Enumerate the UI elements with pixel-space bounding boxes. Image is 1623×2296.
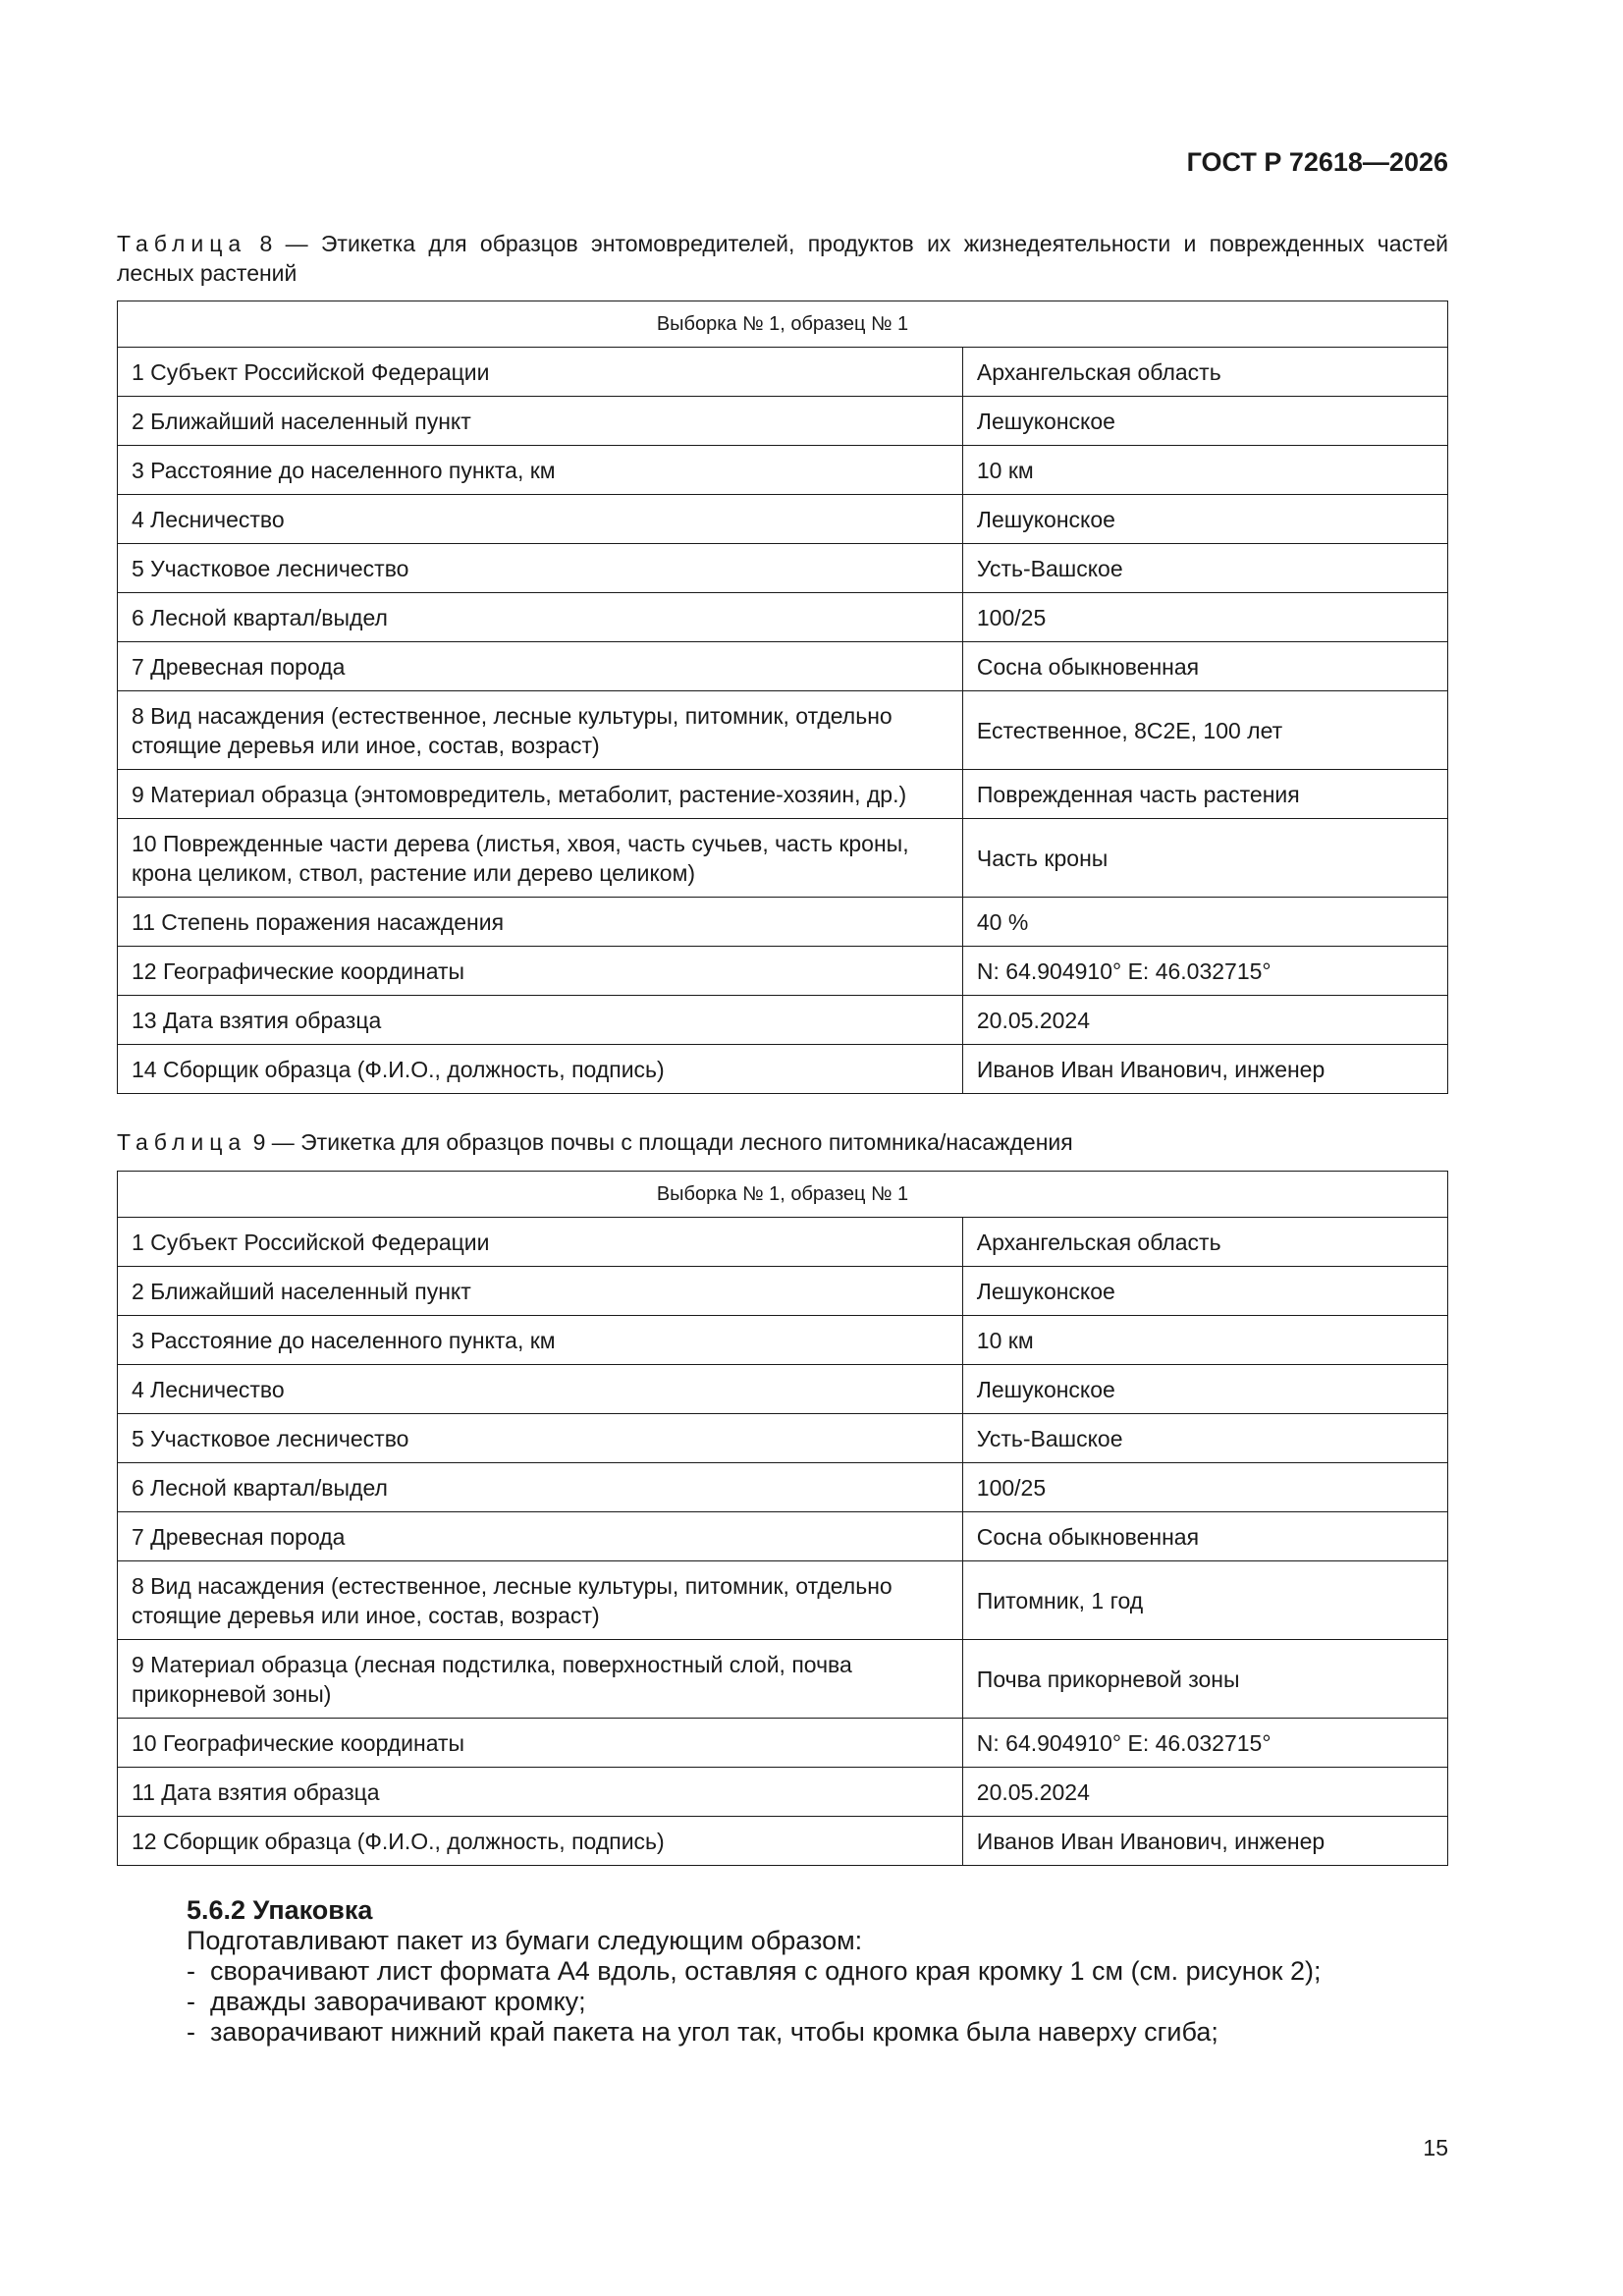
table-row — [118, 1719, 1448, 1768]
page-number: 15 — [1423, 2135, 1448, 2160]
row-value: Сосна обыкновенная — [962, 642, 1447, 691]
row-value: 10 км — [962, 446, 1447, 495]
table-row — [118, 495, 1448, 544]
table-row — [118, 1561, 1448, 1640]
row-label: 12 Сборщик образца (Ф.И.О., должность, подпись) — [118, 1817, 963, 1866]
row-value: Иванов Иван Иванович, инженер — [962, 1817, 1447, 1866]
row-label: 1 Субъект Российской Федерации — [118, 348, 963, 397]
table-row — [118, 1218, 1448, 1267]
table-row — [118, 593, 1448, 642]
list-item-text: дважды заворачивают кромку; — [210, 1987, 586, 2016]
row-label: 1 Субъект Российской Федерации — [118, 1218, 963, 1267]
section-intro: Подготавливают пакет из бумаги следующим образом: — [187, 1926, 863, 1955]
row-label: 11 Дата взятия образца — [118, 1768, 963, 1817]
table-row — [118, 544, 1448, 593]
table-row — [118, 1463, 1448, 1512]
table-9-caption — [117, 1127, 1448, 1157]
table-row — [118, 348, 1448, 397]
row-label: 8 Вид насаждения (естественное, лесные культуры, питомник, отдельно стоящие деревья или иное, состав, возраст) — [118, 1561, 963, 1640]
table-row — [118, 947, 1448, 996]
table-header-row — [118, 301, 1448, 348]
list-item: - дважды заворачивают кромку; — [187, 1987, 586, 2016]
row-label: 6 Лесной квартал/выдел — [118, 593, 963, 642]
row-value: Лешуконское — [962, 1267, 1447, 1316]
table-row — [118, 1267, 1448, 1316]
row-value: 10 км — [962, 1316, 1447, 1365]
row-value: Усть-Вашское — [962, 1414, 1447, 1463]
row-value: 20.05.2024 — [962, 1768, 1447, 1817]
table-row — [118, 1414, 1448, 1463]
row-value: Усть-Вашское — [962, 544, 1447, 593]
row-value: Часть кроны — [962, 819, 1447, 898]
row-value: 100/25 — [962, 593, 1447, 642]
row-label: 2 Ближайший населенный пункт — [118, 397, 963, 446]
row-value: Лешуконское — [962, 1365, 1447, 1414]
table-row — [118, 691, 1448, 770]
table-row — [118, 1365, 1448, 1414]
row-value: Лешуконское — [962, 397, 1447, 446]
row-label: 13 Дата взятия образца — [118, 996, 963, 1045]
list-item: - заворачивают нижний край пакета на угол так, чтобы кромка была наверху сгиба; — [187, 2017, 1218, 2047]
table-row — [118, 397, 1448, 446]
caption-text: 9 — Этикетка для образцов почвы с площади лесного питомника/насаждения — [246, 1129, 1073, 1155]
row-label: 6 Лесной квартал/выдел — [118, 1463, 963, 1512]
list-item-text: заворачивают нижний край пакета на угол так, чтобы кромка была наверху сгиба; — [210, 2017, 1218, 2047]
row-label: 10 Географические координаты — [118, 1719, 963, 1768]
table-8 — [117, 301, 1448, 1094]
section-heading: 5.6.2 Упаковка — [187, 1895, 373, 1925]
row-label: 11 Степень поражения насаждения — [118, 898, 963, 947]
row-label: 3 Расстояние до населенного пункта, км — [118, 1316, 963, 1365]
row-value: 100/25 — [962, 1463, 1447, 1512]
table-row — [118, 1316, 1448, 1365]
caption-text: 8 — Этикетка для образцов энтомовредителей, продуктов их жизнедеятельности и поврежденных частей лесных растений — [117, 231, 1448, 286]
row-label: 12 Географические координаты — [118, 947, 963, 996]
table-row — [118, 770, 1448, 819]
row-label: 9 Материал образца (лесная подстилка, поверхностный слой, почва прикорневой зоны) — [118, 1640, 963, 1719]
row-label: 3 Расстояние до населенного пункта, км — [118, 446, 963, 495]
table-header-cell: Выборка № 1, образец № 1 — [118, 301, 1448, 348]
row-label: 5 Участковое лесничество — [118, 1414, 963, 1463]
row-label: 7 Древесная порода — [118, 642, 963, 691]
list-item-text: сворачивают лист формата А4 вдоль, оставляя с одного края кромку 1 см (см. рисунок 2); — [210, 1956, 1322, 1986]
table-row — [118, 1817, 1448, 1866]
row-value: Поврежденная часть растения — [962, 770, 1447, 819]
table-row — [118, 1045, 1448, 1094]
table-8-caption — [117, 229, 1448, 288]
row-value: Иванов Иван Иванович, инженер — [962, 1045, 1447, 1094]
row-label: 4 Лесничество — [118, 495, 963, 544]
row-value: Архангельская область — [962, 348, 1447, 397]
row-label: 14 Сборщик образца (Ф.И.О., должность, подпись) — [118, 1045, 963, 1094]
table-row — [118, 1512, 1448, 1561]
table-row — [118, 446, 1448, 495]
row-value: 40 % — [962, 898, 1447, 947]
row-value: Архангельская область — [962, 1218, 1447, 1267]
row-label: 2 Ближайший населенный пункт — [118, 1267, 963, 1316]
caption-label: Таблица — [117, 231, 247, 256]
table-row — [118, 819, 1448, 898]
row-label: 5 Участковое лесничество — [118, 544, 963, 593]
row-value: N: 64.904910° E: 46.032715° — [962, 947, 1447, 996]
table-row — [118, 898, 1448, 947]
row-value: Лешуконское — [962, 495, 1447, 544]
table-row — [118, 996, 1448, 1045]
table-9 — [117, 1171, 1448, 1866]
table-row — [118, 1640, 1448, 1719]
list-item: - сворачивают лист формата А4 вдоль, оставляя с одного края кромку 1 см (см. рисунок 2); — [187, 1956, 1322, 1986]
row-value: N: 64.904910° E: 46.032715° — [962, 1719, 1447, 1768]
row-label: 8 Вид насаждения (естественное, лесные культуры, питомник, отдельно стоящие деревья или иное, состав, возраст) — [118, 691, 963, 770]
table-header-cell: Выборка № 1, образец № 1 — [118, 1172, 1448, 1218]
table-header-row — [118, 1172, 1448, 1218]
row-label: 10 Поврежденные части дерева (листья, хвоя, часть сучьев, часть кроны, крона целиком, ствол, растение или дерево целиком) — [118, 819, 963, 898]
standard-designation: ГОСТ Р 72618—2026 — [1186, 147, 1448, 177]
row-value: Естественное, 8С2Е, 100 лет — [962, 691, 1447, 770]
row-value: Сосна обыкновенная — [962, 1512, 1447, 1561]
row-value: 20.05.2024 — [962, 996, 1447, 1045]
table-row — [118, 1768, 1448, 1817]
row-label: 4 Лесничество — [118, 1365, 963, 1414]
row-value: Питомник, 1 год — [962, 1561, 1447, 1640]
row-value: Почва прикорневой зоны — [962, 1640, 1447, 1719]
section-5-6-2 — [187, 1895, 1448, 2048]
row-label: 9 Материал образца (энтомовредитель, метаболит, растение-хозяин, др.) — [118, 770, 963, 819]
row-label: 7 Древесная порода — [118, 1512, 963, 1561]
table-row — [118, 642, 1448, 691]
caption-label: Таблица — [117, 1129, 247, 1155]
